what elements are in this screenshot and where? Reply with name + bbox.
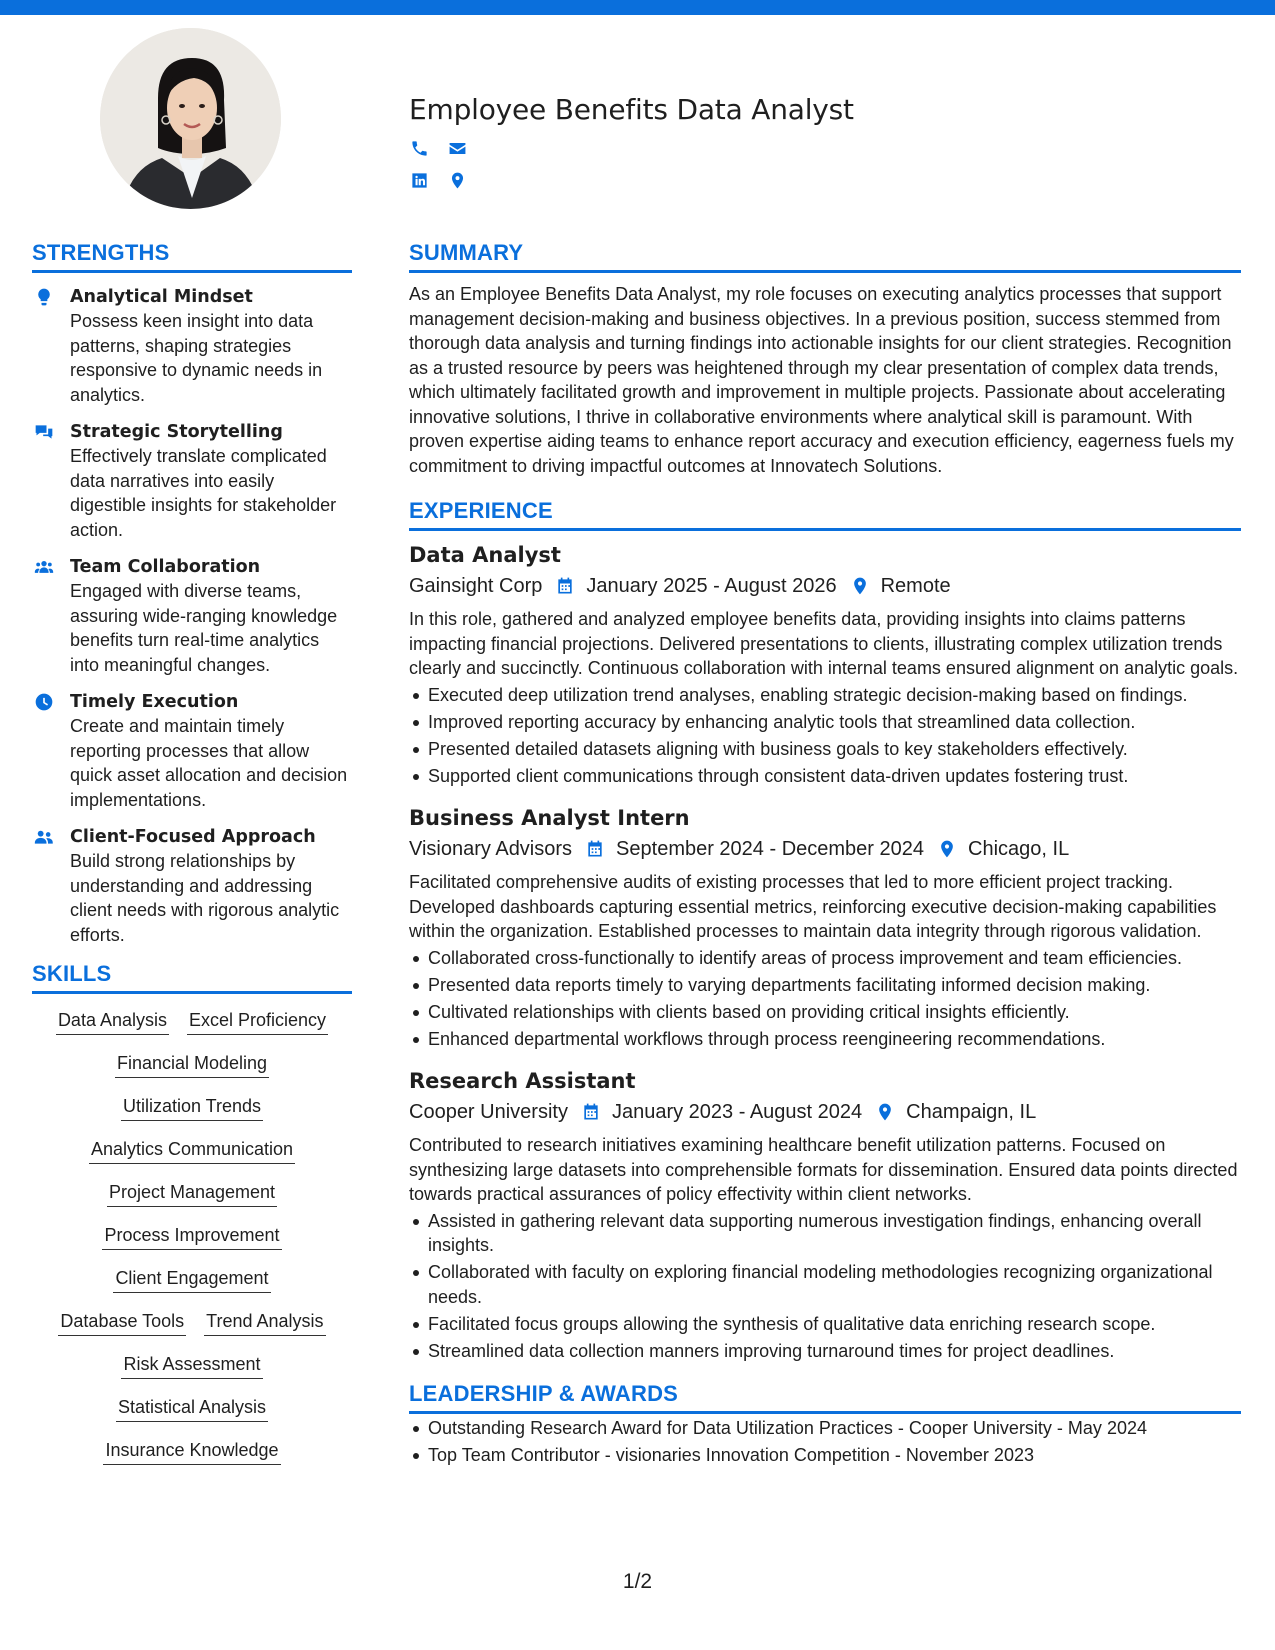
skill-row [121, 1352, 262, 1379]
contact-row-2 [409, 170, 854, 190]
job-bullet: Assisted in gathering relevant data supporting numerous investigation findings, enhancing overall insights. [409, 1209, 1241, 1258]
strengths-heading: STRENGTHS [32, 240, 352, 273]
right-column [409, 240, 1241, 1470]
location-pin-icon [849, 575, 871, 597]
job-bullet: Improved reporting accuracy by enhancing analytic tools that streamlined data collection. [409, 710, 1241, 735]
strength-item [32, 285, 352, 407]
strength-item [32, 690, 352, 812]
job-title: Data Analyst [409, 543, 561, 567]
skill-tag: Excel Proficiency [187, 1008, 328, 1035]
job-meta [409, 1097, 1241, 1127]
summary-text: As an Employee Benefits Data Analyst, my role focuses on executing analytics processes that support management decision-making and business objectives. In a previous position, success stemmed from thorough data analysis and turning findings into actionable insights for our client strategies. Recognition as a trusted resource by peers was heightened through my clear presentation of complex data trends, which ultimately facilitated growth and improvement in multiple projects. Passionate about accelerating innovative solutions, I thrive in collaborative environments where analytical skill is paramount. With proven expertise aiding teams to enhance report accuracy and execution efficiency, eagerness fuels my commitment to driving impactful outcomes at Innovatech Solutions. [409, 284, 1234, 476]
job-bullet: Presented detailed datasets aligning with business goals to key stakeholders effectively. [409, 737, 1241, 762]
job-title: Research Assistant [409, 1069, 636, 1093]
skill-row [121, 1094, 263, 1121]
calendar-icon [554, 575, 576, 597]
skill-tag: Client Engagement [113, 1266, 270, 1293]
skill-tag: Insurance Knowledge [103, 1438, 280, 1465]
skill-tag: Analytics Communication [89, 1137, 295, 1164]
comments-icon [32, 420, 70, 542]
job-location: Chicago, IL [968, 838, 1070, 860]
job-company: Visionary Advisors [409, 838, 573, 860]
skill-tag: Utilization Trends [121, 1094, 263, 1121]
job-entry [409, 541, 1241, 788]
leadership-heading: LEADERSHIP & AWARDS [409, 1381, 1241, 1414]
users-icon [32, 555, 70, 677]
summary-heading: SUMMARY [409, 240, 1241, 273]
job-bullets [409, 1209, 1241, 1364]
strength-item [32, 555, 352, 677]
job-dates: January 2025 - August 2026 [586, 575, 837, 597]
job-bullet: Supported client communications through consistent data-driven updates fostering trust. [409, 764, 1241, 789]
skill-tag: Trend Analysis [204, 1309, 325, 1336]
strength-desc: Build strong relationships by understanding and addressing client needs with rigorous analytic efforts. [70, 851, 340, 945]
skill-tag: Project Management [107, 1180, 277, 1207]
job-bullet: Executed deep utilization trend analyses, enabling strategic decision-making based on findings. [409, 683, 1241, 708]
skill-row [102, 1223, 281, 1250]
skills-section [32, 961, 352, 1481]
skill-row [116, 1395, 268, 1422]
job-bullet: Collaborated with faculty on exploring financial modeling methodologies recognizing organizational needs. [409, 1260, 1241, 1309]
linkedin-icon[interactable] [409, 170, 429, 190]
job-bullet: Enhanced departmental workflows through process reengineering recommendations. [409, 1027, 1241, 1052]
skill-tag: Financial Modeling [115, 1051, 269, 1078]
jobs-list [409, 541, 1241, 1363]
job-dates: January 2023 - August 2024 [611, 1101, 863, 1123]
job-bullet: Facilitated focus groups allowing the synthesis of qualitative data enriching research scope. [409, 1312, 1241, 1337]
job-company: Cooper University [409, 1101, 568, 1123]
strength-desc: Possess keen insight into data patterns, shaping strategies responsive to dynamic needs in analytics. [70, 311, 323, 405]
job-title: Business Analyst Intern [409, 806, 690, 830]
strength-desc: Effectively translate complicated data narratives into easily digestible insights for stakeholder action. [70, 446, 337, 540]
candidate-title: Employee Benefits Data Analyst [409, 93, 854, 126]
skill-row [115, 1051, 269, 1078]
strengths-list [32, 285, 352, 947]
strength-desc: Create and maintain timely reporting processes that allow quick asset allocation and decision implementations. [70, 716, 348, 810]
clock-icon [32, 690, 70, 812]
resume-header [409, 93, 854, 190]
strength-title: Strategic Storytelling [70, 422, 283, 442]
job-location: Remote [880, 575, 951, 597]
location-pin-icon [874, 1101, 896, 1123]
job-bullet: Streamlined data collection manners improving turnaround times for project deadlines. [409, 1339, 1241, 1364]
strength-title: Client-Focused Approach [70, 827, 316, 847]
job-description: Contributed to research initiatives examining healthcare benefit utilization patterns. Focused on synthesizing large datasets into comprehensible formats for dissemination. Ensured data points directed towards practical assurances of policy effectivity within client networks. [409, 1135, 1238, 1204]
job-meta [409, 571, 1241, 601]
skill-row [89, 1137, 295, 1164]
skill-row [107, 1180, 277, 1207]
experience-section [409, 498, 1241, 1363]
page-number: 1/2 [622, 1570, 653, 1593]
experience-heading: EXPERIENCE [409, 498, 1241, 531]
skill-tag: Database Tools [58, 1309, 186, 1336]
location-pin-icon[interactable] [447, 170, 467, 190]
skills-heading: SKILLS [32, 961, 352, 994]
location-pin-icon [936, 838, 958, 860]
job-location: Champaign, IL [906, 1101, 1037, 1123]
leadership-list [409, 1416, 1241, 1468]
skill-row [56, 1008, 328, 1035]
job-description: In this role, gathered and analyzed employee benefits data, providing insights into claims patterns impacting financial projections. Delivered presentations to clients, illustrating complex utilization trends clearly and succinctly. Continuous collaboration with internal teams ensured alignment on analytic goals. [409, 609, 1239, 678]
job-bullet: Cultivated relationships with clients based on providing critical insights efficiently. [409, 1000, 1241, 1025]
envelope-icon[interactable] [447, 138, 467, 158]
skills-list [32, 1008, 352, 1481]
strength-title: Team Collaboration [70, 557, 261, 577]
job-bullets [409, 683, 1241, 789]
job-bullets [409, 946, 1241, 1052]
award-item: Top Team Contributor - visionaries Innovation Competition - November 2023 [409, 1443, 1241, 1468]
contact-row-1 [409, 138, 854, 158]
calendar-icon [580, 1101, 602, 1123]
job-dates: September 2024 - December 2024 [616, 838, 925, 860]
skill-tag: Data Analysis [56, 1008, 169, 1035]
skill-tag: Process Improvement [102, 1223, 281, 1250]
top-accent-bar [0, 0, 1275, 15]
profile-photo [100, 28, 281, 209]
lightbulb-icon [32, 285, 70, 407]
skill-tag: Risk Assessment [121, 1352, 262, 1379]
strength-desc: Engaged with diverse teams, assuring wide-ranging knowledge benefits turn real-time analytics into meaningful changes. [70, 581, 338, 675]
job-description: Facilitated comprehensive audits of existing processes that led to more efficient project tracking. Developed dashboards capturing essential metrics, reinforcing executive decision-making capabilities within the organization. Established processes to maintain data integrity through rigorous validation. [409, 872, 1217, 941]
skill-tag: Statistical Analysis [116, 1395, 268, 1422]
skill-row [58, 1309, 325, 1336]
phone-icon[interactable] [409, 138, 429, 158]
strength-title: Analytical Mindset [70, 287, 253, 307]
user-group-icon [32, 825, 70, 947]
job-company: Gainsight Corp [409, 575, 543, 597]
award-item: Outstanding Research Award for Data Utilization Practices - Cooper University - May 2024 [409, 1416, 1241, 1441]
strength-item [32, 420, 352, 542]
leadership-section [409, 1381, 1241, 1468]
skill-row [103, 1438, 280, 1465]
job-entry [409, 1067, 1241, 1363]
job-bullet: Presented data reports timely to varying departments facilitating informed decision making. [409, 973, 1241, 998]
strength-title: Timely Execution [70, 692, 239, 712]
calendar-icon [584, 838, 606, 860]
left-column [32, 240, 352, 1481]
job-bullet: Collaborated cross-functionally to identify areas of process improvement and team efficiencies. [409, 946, 1241, 971]
skill-row [113, 1266, 270, 1293]
job-meta [409, 834, 1241, 864]
strength-item [32, 825, 352, 947]
job-entry [409, 804, 1241, 1051]
